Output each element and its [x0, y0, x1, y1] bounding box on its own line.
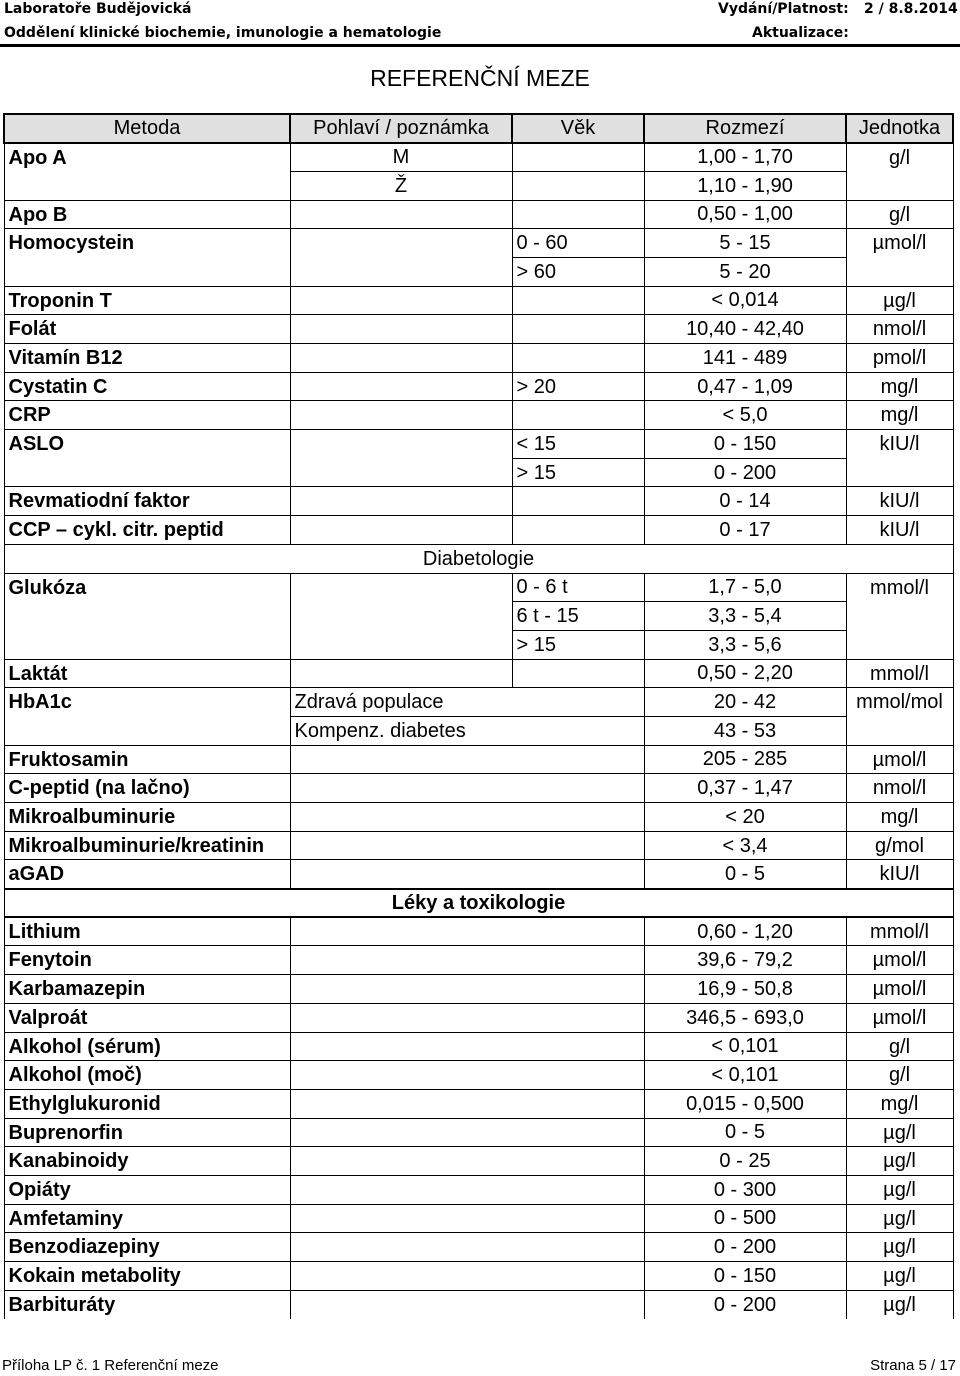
- note-cell: [290, 1089, 644, 1118]
- table-row: [4, 1032, 953, 1061]
- age-cell: [512, 200, 644, 229]
- sex-cell: Ž: [290, 171, 512, 200]
- age-cell: 0 - 6 t: [512, 573, 644, 602]
- age-cell: [512, 516, 644, 545]
- footer-left: Příloha LP č. 1 Referenční meze: [2, 1357, 219, 1374]
- range-cell: 0 - 5: [644, 1118, 846, 1147]
- table-row: [4, 1262, 953, 1291]
- range-cell: < 0,014: [644, 286, 846, 315]
- unit-cell: mmol/l: [846, 573, 953, 659]
- range-cell: 5 - 20: [644, 257, 846, 286]
- note-cell: [290, 1147, 644, 1176]
- unit-cell: mg/l: [846, 803, 953, 832]
- issue-label: Vydání/Platnost:: [718, 1, 849, 17]
- table-row: [4, 1147, 953, 1176]
- table-row: [4, 1290, 953, 1319]
- range-cell: 0,50 - 2,20: [644, 659, 846, 688]
- note-cell: [290, 803, 644, 832]
- range-cell: 1,00 - 1,70: [644, 143, 846, 172]
- method-name: Apo B: [4, 200, 290, 229]
- note-cell: Zdravá populace: [290, 688, 644, 717]
- unit-cell: kIU/l: [846, 487, 953, 516]
- note-cell: [290, 946, 644, 975]
- age-cell: [512, 344, 644, 373]
- age-cell: [512, 171, 644, 200]
- range-cell: 0 - 25: [644, 1147, 846, 1176]
- table-header-row: [4, 114, 953, 143]
- range-cell: 0 - 200: [644, 458, 846, 487]
- method-name: aGAD: [4, 860, 290, 889]
- note-cell: [290, 831, 644, 860]
- range-cell: 0,50 - 1,00: [644, 200, 846, 229]
- table-row: [4, 659, 953, 688]
- table-row: [4, 573, 953, 602]
- note-cell: [290, 975, 644, 1004]
- method-name: Fenytoin: [4, 946, 290, 975]
- sex-cell: [290, 516, 512, 545]
- sex-cell: [290, 315, 512, 344]
- method-name: Troponin T: [4, 286, 290, 315]
- method-name: Fruktosamin: [4, 745, 290, 774]
- unit-cell: nmol/l: [846, 774, 953, 803]
- range-cell: 20 - 42: [644, 688, 846, 717]
- table-row: [4, 200, 953, 229]
- range-cell: 141 - 489: [644, 344, 846, 373]
- table-row: [4, 917, 953, 946]
- department-name: Oddělení klinické biochemie, imunologie a hematologie: [4, 25, 442, 41]
- unit-cell: µmol/l: [846, 946, 953, 975]
- table-row: [4, 516, 953, 545]
- page-number: Strana 5 / 17: [870, 1357, 956, 1374]
- sex-cell: [290, 286, 512, 315]
- sex-cell: [290, 344, 512, 373]
- table-row: [4, 372, 953, 401]
- method-name: ASLO: [4, 430, 290, 487]
- age-cell: > 60: [512, 257, 644, 286]
- method-name: Cystatin C: [4, 372, 290, 401]
- range-cell: 0 - 17: [644, 516, 846, 545]
- range-cell: 0 - 14: [644, 487, 846, 516]
- note-cell: [290, 1118, 644, 1147]
- unit-cell: g/mol: [846, 831, 953, 860]
- page-title: REFERENČNÍ MEZE: [370, 65, 590, 91]
- range-cell: 0,60 - 1,20: [644, 917, 846, 946]
- table-row: [4, 1204, 953, 1233]
- age-cell: < 15: [512, 430, 644, 459]
- method-name: Lithium: [4, 917, 290, 946]
- col-header-unit: Jednotka: [846, 114, 953, 143]
- section-title-drugs: Léky a toxikologie: [4, 889, 953, 918]
- table-row: [4, 745, 953, 774]
- section-row: [4, 544, 953, 573]
- sex-cell: M: [290, 143, 512, 172]
- unit-cell: µg/l: [846, 1118, 953, 1147]
- method-name: CRP: [4, 401, 290, 430]
- method-name: Kokain metabolity: [4, 1262, 290, 1291]
- table-row: [4, 1089, 953, 1118]
- unit-cell: µmol/l: [846, 229, 953, 286]
- method-name: Folát: [4, 315, 290, 344]
- method-name: Revmatiodní faktor: [4, 487, 290, 516]
- range-cell: 205 - 285: [644, 745, 846, 774]
- age-cell: 0 - 60: [512, 229, 644, 258]
- note-cell: [290, 1003, 644, 1032]
- method-name: Buprenorfin: [4, 1118, 290, 1147]
- col-header-sex: Pohlaví / poznámka: [290, 114, 512, 143]
- range-cell: < 0,101: [644, 1032, 846, 1061]
- range-cell: 0,015 - 0,500: [644, 1089, 846, 1118]
- unit-cell: µg/l: [846, 286, 953, 315]
- range-cell: 5 - 15: [644, 229, 846, 258]
- header-rule: [0, 44, 960, 47]
- method-name: C-peptid (na lačno): [4, 774, 290, 803]
- unit-cell: µmol/l: [846, 975, 953, 1004]
- unit-cell: kIU/l: [846, 516, 953, 545]
- range-cell: < 5,0: [644, 401, 846, 430]
- note-cell: [290, 860, 644, 889]
- table-row: [4, 946, 953, 975]
- range-cell: 3,3 - 5,6: [644, 630, 846, 659]
- range-cell: 0 - 200: [644, 1290, 846, 1319]
- method-name: CCP – cykl. citr. peptid: [4, 516, 290, 545]
- table-row: [4, 1118, 953, 1147]
- unit-cell: kIU/l: [846, 860, 953, 889]
- age-cell: [512, 286, 644, 315]
- method-name: Benzodiazepiny: [4, 1233, 290, 1262]
- age-cell: 6 t - 15: [512, 602, 644, 631]
- table-row: [4, 688, 953, 717]
- range-cell: 1,7 - 5,0: [644, 573, 846, 602]
- range-cell: < 20: [644, 803, 846, 832]
- method-name: Vitamín B12: [4, 344, 290, 373]
- range-cell: 0 - 300: [644, 1175, 846, 1204]
- age-cell: [512, 143, 644, 172]
- unit-cell: µmol/l: [846, 745, 953, 774]
- method-name: Valproát: [4, 1003, 290, 1032]
- range-cell: 0,37 - 1,47: [644, 774, 846, 803]
- note-cell: [290, 1262, 644, 1291]
- method-name: Laktát: [4, 659, 290, 688]
- issue-value: 2 / 8.8.2014: [864, 1, 958, 17]
- range-cell: 346,5 - 693,0: [644, 1003, 846, 1032]
- note-cell: Kompenz. diabetes: [290, 716, 644, 745]
- table-row: [4, 1003, 953, 1032]
- table-row: [4, 860, 953, 889]
- note-cell: [290, 1061, 644, 1090]
- table-row: [4, 430, 953, 459]
- note-cell: [290, 745, 644, 774]
- range-cell: 3,3 - 5,4: [644, 602, 846, 631]
- unit-cell: µg/l: [846, 1204, 953, 1233]
- table-row: [4, 1175, 953, 1204]
- range-cell: 0,47 - 1,09: [644, 372, 846, 401]
- unit-cell: µg/l: [846, 1290, 953, 1319]
- col-header-method: Metoda: [4, 114, 290, 143]
- table-row: [4, 831, 953, 860]
- range-cell: 43 - 53: [644, 716, 846, 745]
- method-name: Kanabinoidy: [4, 1147, 290, 1176]
- method-name: Ethylglukuronid: [4, 1089, 290, 1118]
- range-cell: 1,10 - 1,90: [644, 171, 846, 200]
- unit-cell: g/l: [846, 1032, 953, 1061]
- range-cell: < 0,101: [644, 1061, 846, 1090]
- table-row: [4, 286, 953, 315]
- table-row: [4, 143, 953, 172]
- sex-cell: [290, 372, 512, 401]
- document-header: [0, 0, 960, 44]
- unit-cell: µg/l: [846, 1233, 953, 1262]
- method-name: Barbituráty: [4, 1290, 290, 1319]
- method-name: Alkohol (sérum): [4, 1032, 290, 1061]
- range-cell: 10,40 - 42,40: [644, 315, 846, 344]
- range-cell: 0 - 500: [644, 1204, 846, 1233]
- unit-cell: µg/l: [846, 1147, 953, 1176]
- unit-cell: µg/l: [846, 1175, 953, 1204]
- note-cell: [290, 1290, 644, 1319]
- unit-cell: mmol/l: [846, 917, 953, 946]
- sex-cell: [290, 430, 512, 487]
- range-cell: 0 - 5: [644, 860, 846, 889]
- method-name: Amfetaminy: [4, 1204, 290, 1233]
- note-cell: [290, 1204, 644, 1233]
- range-cell: 0 - 150: [644, 1262, 846, 1291]
- age-cell: [512, 401, 644, 430]
- note-cell: [290, 774, 644, 803]
- table-row: [4, 774, 953, 803]
- note-cell: [290, 917, 644, 946]
- method-name: Glukóza: [4, 573, 290, 659]
- note-cell: [290, 1233, 644, 1262]
- range-cell: 39,6 - 79,2: [644, 946, 846, 975]
- table-row: [4, 487, 953, 516]
- unit-cell: g/l: [846, 200, 953, 229]
- method-name: Karbamazepin: [4, 975, 290, 1004]
- unit-cell: nmol/l: [846, 315, 953, 344]
- update-label: Aktualizace:: [752, 25, 849, 41]
- age-cell: > 15: [512, 458, 644, 487]
- method-name: Mikroalbuminurie: [4, 803, 290, 832]
- method-name: Mikroalbuminurie/kreatinin: [4, 831, 290, 860]
- unit-cell: pmol/l: [846, 344, 953, 373]
- unit-cell: mmol/l: [846, 659, 953, 688]
- note-cell: [290, 1175, 644, 1204]
- table-row: [4, 975, 953, 1004]
- table-row: [4, 229, 953, 258]
- unit-cell: mg/l: [846, 401, 953, 430]
- table-row: [4, 344, 953, 373]
- table-row: [4, 401, 953, 430]
- unit-cell: mg/l: [846, 1089, 953, 1118]
- unit-cell: µmol/l: [846, 1003, 953, 1032]
- sex-cell: [290, 487, 512, 516]
- age-cell: [512, 659, 644, 688]
- unit-cell: g/l: [846, 1061, 953, 1090]
- unit-cell: mmol/mol: [846, 688, 953, 745]
- age-cell: > 15: [512, 630, 644, 659]
- age-cell: > 20: [512, 372, 644, 401]
- reference-table: [3, 113, 954, 1319]
- method-name: Opiáty: [4, 1175, 290, 1204]
- table-row: [4, 803, 953, 832]
- range-cell: < 3,4: [644, 831, 846, 860]
- table-row: [4, 315, 953, 344]
- unit-cell: g/l: [846, 143, 953, 200]
- method-name: HbA1c: [4, 688, 290, 745]
- table-row: [4, 1233, 953, 1262]
- note-cell: [290, 1032, 644, 1061]
- sex-cell: [290, 573, 512, 659]
- col-header-age: Věk: [512, 114, 644, 143]
- range-cell: 0 - 200: [644, 1233, 846, 1262]
- section-title-diabetology: Diabetologie: [4, 544, 953, 573]
- sex-cell: [290, 401, 512, 430]
- section-row: [4, 889, 953, 918]
- sex-cell: [290, 229, 512, 286]
- method-name: Homocystein: [4, 229, 290, 286]
- sex-cell: [290, 200, 512, 229]
- sex-cell: [290, 659, 512, 688]
- range-cell: 16,9 - 50,8: [644, 975, 846, 1004]
- method-name: Apo A: [4, 143, 290, 200]
- method-name: Alkohol (moč): [4, 1061, 290, 1090]
- page-footer: [0, 1357, 960, 1376]
- unit-cell: kIU/l: [846, 430, 953, 487]
- age-cell: [512, 315, 644, 344]
- unit-cell: µg/l: [846, 1262, 953, 1291]
- unit-cell: mg/l: [846, 372, 953, 401]
- table-row: [4, 1061, 953, 1090]
- range-cell: 0 - 150: [644, 430, 846, 459]
- col-header-range: Rozmezí: [644, 114, 846, 143]
- age-cell: [512, 487, 644, 516]
- lab-name: Laboratoře Budějovická: [4, 1, 192, 17]
